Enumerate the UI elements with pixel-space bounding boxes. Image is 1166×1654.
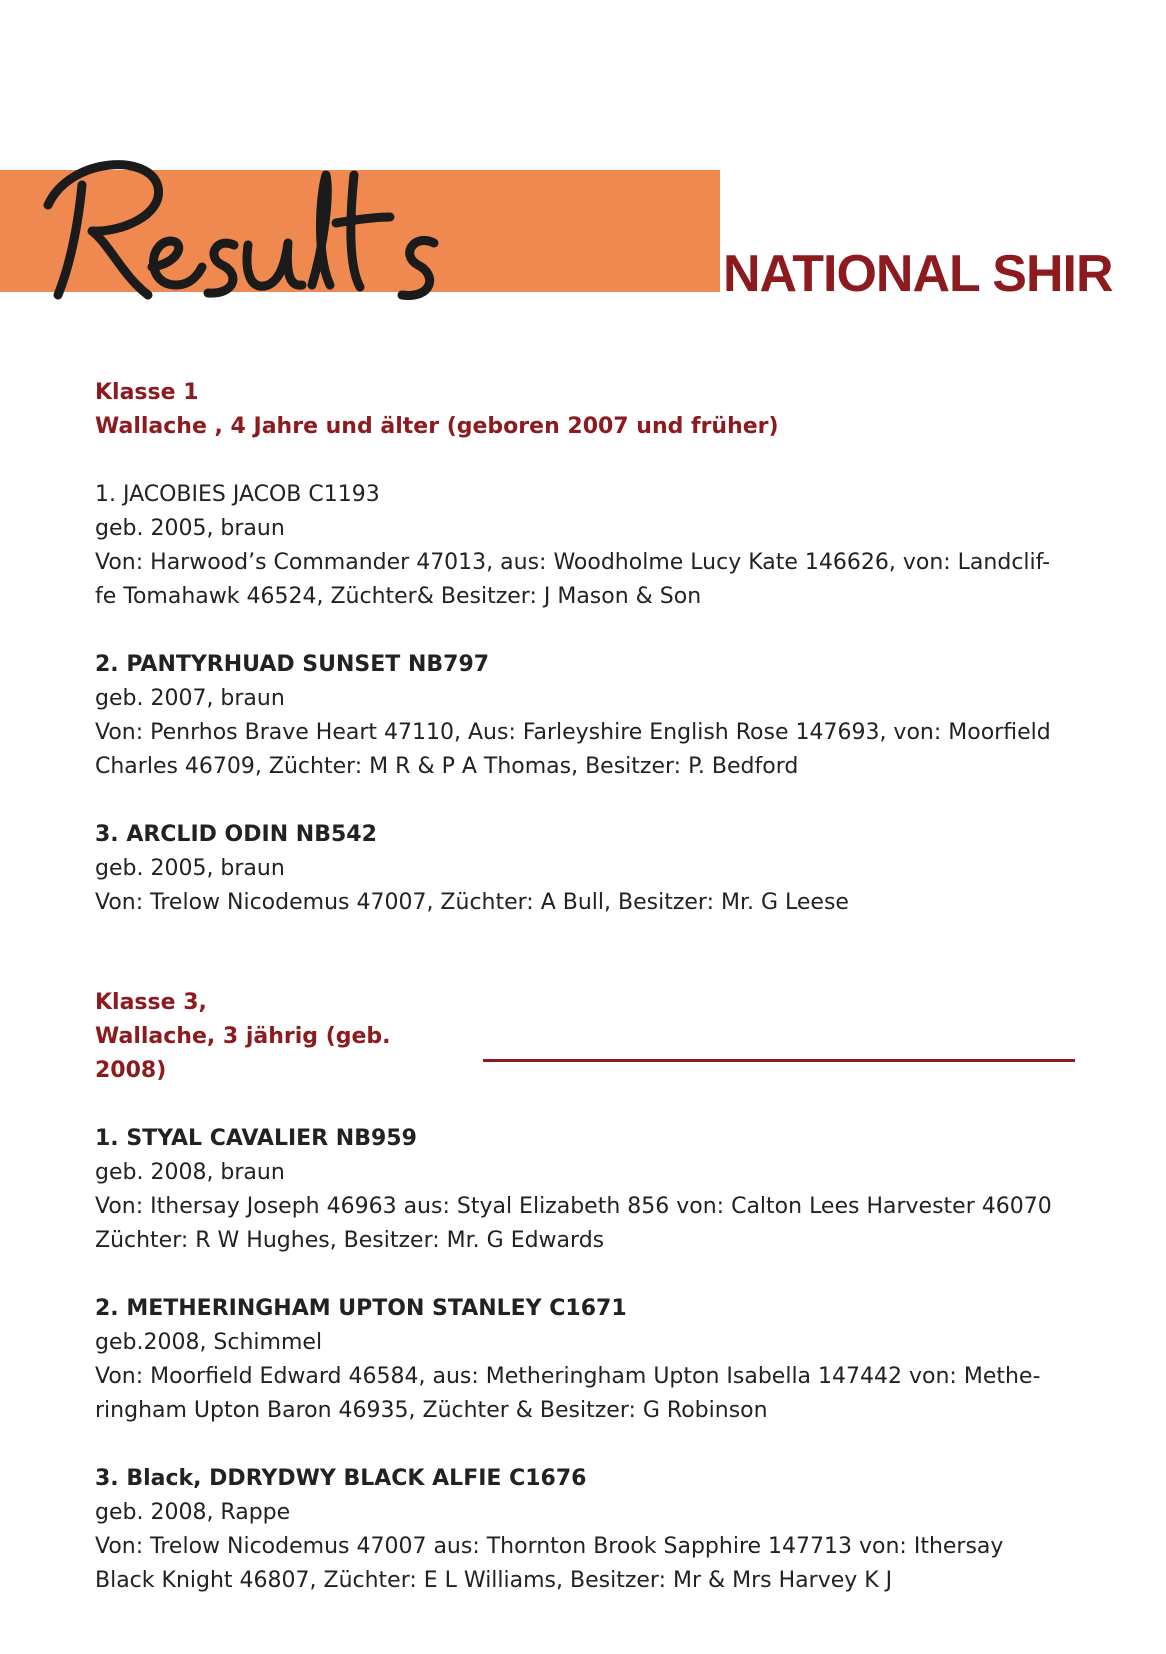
result-entry — [95, 1462, 1075, 1598]
entry-pedigree-line: Von: Moorfield Edward 46584, aus: Metheringham Upton Isabella 147442 von: Methe- — [95, 1364, 1041, 1389]
class-heading — [95, 376, 1075, 444]
class-subtitle: Wallache, 3 jährig (geb. 2008) — [95, 1024, 391, 1083]
entry-title: 1. JACOBIES JACOB C1193 — [95, 482, 380, 507]
page-title: NATIONAL SHIR — [723, 245, 1113, 303]
class-section — [95, 376, 1075, 920]
entry-pedigree-line: Von: Ithersay Joseph 46963 aus: Styal Elizabeth 856 von: Calton Lees Harvester 46070 — [95, 1194, 1052, 1219]
result-entry — [95, 1292, 1075, 1428]
entry-born: geb. 2005, braun — [95, 516, 285, 541]
entry-title: 3. ARCLID ODIN NB542 — [95, 822, 377, 847]
entry-born: geb. 2005, braun — [95, 856, 285, 881]
entry-title: 2. METHERINGHAM UPTON STANLEY C1671 — [95, 1296, 627, 1321]
class-section — [95, 986, 1075, 1598]
entry-title: 1. STYAL CAVALIER NB959 — [95, 1126, 417, 1151]
svg-text:Results: Results — [30, 319, 34, 320]
entry-born: geb. 2008, Rappe — [95, 1500, 291, 1525]
class-heading — [95, 986, 1075, 1088]
entry-pedigree-line: fe Tomahawk 46524, Züchter& Besitzer: J Mason & Son — [95, 584, 702, 609]
results-logo — [30, 145, 460, 320]
divider-rule — [483, 1059, 1075, 1062]
class-label: Klasse 1 — [95, 380, 199, 405]
entry-pedigree-line: Von: Harwood’s Commander 47013, aus: Woodholme Lucy Kate 146626, von: Landclif- — [95, 550, 1051, 575]
result-entry — [95, 818, 1075, 920]
entry-born: geb. 2008, braun — [95, 1160, 285, 1185]
entry-pedigree-line: Züchter: R W Hughes, Besitzer: Mr. G Edwards — [95, 1228, 605, 1253]
result-entry — [95, 648, 1075, 784]
entry-pedigree-line: Von: Trelow Nicodemus 47007, Züchter: A Bull, Besitzer: Mr. G Leese — [95, 890, 849, 915]
entry-born: geb.2008, Schimmel — [95, 1330, 323, 1355]
entry-pedigree-line: Black Knight 46807, Züchter: E L Williams, Besitzer: Mr & Mrs Harvey K J — [95, 1568, 893, 1593]
result-entry — [95, 478, 1075, 614]
entry-pedigree-line: Von: Penrhos Brave Heart 47110, Aus: Farleyshire English Rose 147693, von: Moorfield — [95, 720, 1051, 745]
entry-title: 3. Black, DDRYDWY BLACK ALFIE C1676 — [95, 1466, 587, 1491]
class-subtitle: Wallache , 4 Jahre und älter (geboren 2007 und früher) — [95, 414, 779, 439]
entry-pedigree-line: ringham Upton Baron 46935, Züchter & Besitzer: G Robinson — [95, 1398, 768, 1423]
class-label: Klasse 3, — [95, 990, 207, 1015]
entry-born: geb. 2007, braun — [95, 686, 285, 711]
result-entry — [95, 1122, 1075, 1258]
entry-title: 2. PANTYRHUAD SUNSET NB797 — [95, 652, 490, 677]
entry-pedigree-line: Von: Trelow Nicodemus 47007 aus: Thornton Brook Sapphire 147713 von: Ithersay — [95, 1534, 1004, 1559]
results-content — [95, 376, 1075, 1598]
entry-pedigree-line: Charles 46709, Züchter: M R & P A Thomas, Besitzer: P. Bedford — [95, 754, 799, 779]
